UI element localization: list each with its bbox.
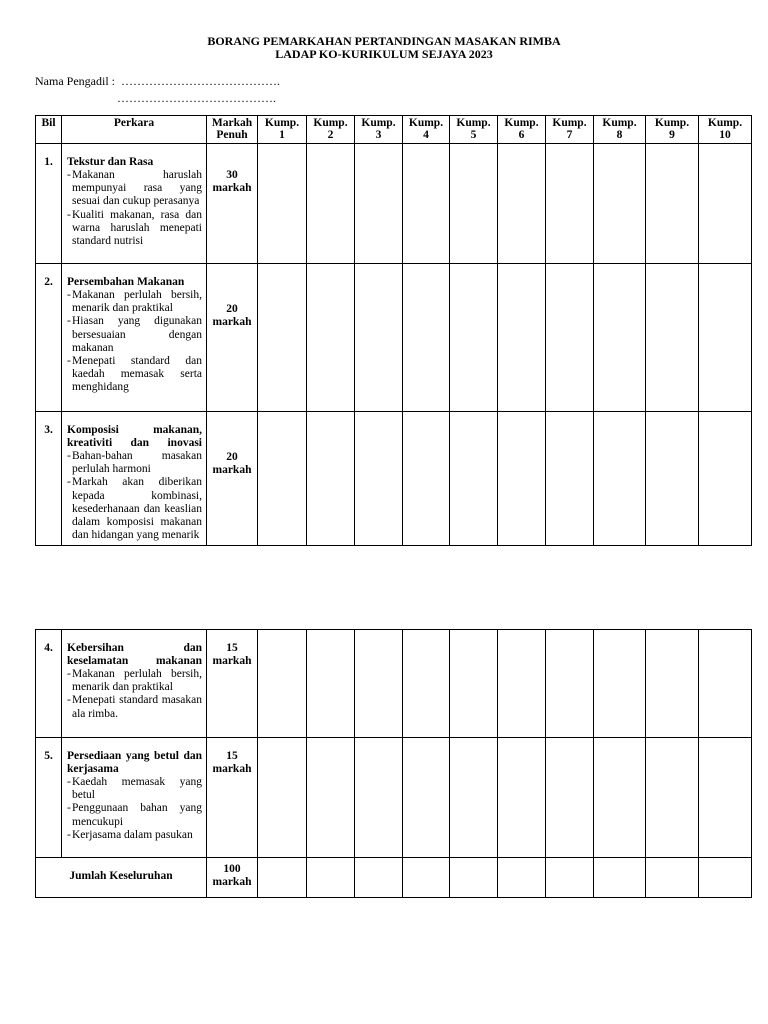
header-kump-7 — [546, 116, 594, 144]
table-row — [36, 144, 752, 264]
header-kump-10 — [699, 116, 752, 144]
judge-name-field[interactable] — [35, 74, 280, 88]
criterion-item: - Markah akan diberikan kepada kombinasi, kesederhanaan dan keaslian dalam komposisi makanan dan hidangan yang menarik — [67, 476, 202, 542]
score-cell[interactable] — [450, 738, 498, 858]
scoring-table-part1 — [35, 115, 752, 546]
score-cell[interactable] — [307, 738, 355, 858]
judge-name-label: Nama Pengadil : — [35, 74, 115, 88]
score-cell[interactable] — [450, 858, 498, 898]
header-markah-line2: Penuh — [216, 129, 248, 141]
score-cell[interactable] — [355, 858, 403, 898]
header-kump-5 — [450, 116, 498, 144]
score-cell[interactable] — [258, 412, 307, 546]
table-row — [36, 630, 752, 738]
header-kump-3 — [355, 116, 403, 144]
kump-word: Kump. — [504, 117, 539, 129]
kump-word: Kump. — [361, 117, 396, 129]
score-cell[interactable] — [594, 738, 646, 858]
score-cell[interactable] — [594, 264, 646, 412]
total-markah — [207, 858, 258, 898]
header-kump-4 — [403, 116, 450, 144]
criterion-title: Persembahan Makanan — [67, 276, 185, 288]
criterion-title: Tekstur dan Rasa — [67, 156, 154, 168]
score-cell[interactable] — [699, 630, 752, 738]
criterion-title: Kebersihan dan keselamatan makanan — [67, 642, 202, 667]
header-kump-6 — [498, 116, 546, 144]
score-cell[interactable] — [403, 738, 450, 858]
score-cell[interactable] — [594, 630, 646, 738]
scoring-table-part2 — [35, 629, 752, 898]
score-cell[interactable] — [403, 858, 450, 898]
row-markah — [207, 264, 258, 412]
score-cell[interactable] — [258, 630, 307, 738]
score-cell[interactable] — [646, 738, 699, 858]
row-markah — [207, 630, 258, 738]
header-kump-1 — [258, 116, 307, 144]
score-cell[interactable] — [355, 264, 403, 412]
kump-word: Kump. — [456, 117, 491, 129]
kump-word: Kump. — [408, 117, 444, 129]
score-cell[interactable] — [546, 264, 594, 412]
markah-value: 30 — [226, 169, 238, 181]
score-cell[interactable] — [498, 738, 546, 858]
criterion-item: - Makanan perlulah bersih, menarik dan praktikal — [67, 668, 202, 694]
score-cell[interactable] — [307, 144, 355, 264]
kump-word: Kump. — [264, 117, 300, 129]
row-perkara — [62, 738, 207, 858]
row-bil: 2. — [36, 264, 62, 412]
score-cell[interactable] — [498, 264, 546, 412]
score-cell[interactable] — [646, 630, 699, 738]
total-value: 100 — [223, 863, 241, 875]
score-cell[interactable] — [307, 858, 355, 898]
kump-number: 3 — [375, 129, 382, 141]
form-title-line1: BORANG PEMARKAHAN PERTANDINGAN MASAKAN RIMBA — [207, 34, 561, 48]
criterion-title: Persediaan yang betul dan kerjasama — [67, 750, 202, 775]
row-markah — [207, 144, 258, 264]
criterion-item: - Makanan perlulah bersih, menarik dan praktikal — [67, 289, 202, 315]
criterion-item: - Menepati standard dan kaedah memasak serta menghidang — [67, 355, 202, 395]
score-cell[interactable] — [546, 412, 594, 546]
kump-word: Kump. — [602, 117, 637, 129]
kump-word: Kump. — [707, 117, 743, 129]
score-cell[interactable] — [699, 858, 752, 898]
score-cell[interactable] — [498, 858, 546, 898]
header-bil: Bil — [36, 116, 62, 144]
kump-number: 5 — [470, 129, 477, 141]
judge-name-dots: …………………………………. — [120, 74, 280, 88]
table-row — [36, 412, 752, 546]
score-cell[interactable] — [258, 858, 307, 898]
score-cell[interactable] — [546, 738, 594, 858]
row-bil: 1. — [36, 144, 62, 264]
score-cell[interactable] — [498, 412, 546, 546]
score-cell[interactable] — [355, 630, 403, 738]
kump-number: 10 — [719, 129, 731, 141]
criterion-item: - Penggunaan bahan yang mencukupi — [67, 802, 202, 828]
row-markah — [207, 412, 258, 546]
header-markah-line1: Markah — [211, 117, 253, 129]
markah-value: 15 — [226, 642, 238, 654]
row-perkara — [62, 412, 207, 546]
score-cell[interactable] — [307, 412, 355, 546]
criterion-item: - Menepati standard masakan ala rimba. — [67, 694, 202, 720]
row-perkara — [62, 144, 207, 264]
score-cell[interactable] — [355, 144, 403, 264]
kump-word: Kump. — [552, 117, 587, 129]
header-kump-9 — [646, 116, 699, 144]
row-bil: 5. — [36, 738, 62, 858]
criterion-title: Komposisi makanan, kreativiti dan inovasi — [67, 424, 202, 449]
markah-unit: markah — [212, 316, 252, 328]
row-bil: 3. — [36, 412, 62, 546]
score-cell[interactable] — [699, 144, 752, 264]
total-unit: markah — [212, 876, 252, 888]
score-cell[interactable] — [546, 630, 594, 738]
kump-number: 7 — [566, 129, 573, 141]
score-cell[interactable] — [450, 412, 498, 546]
score-cell[interactable] — [699, 412, 752, 546]
header-perkara: Perkara — [62, 116, 207, 144]
markah-value: 20 — [226, 303, 238, 315]
kump-number: 8 — [616, 129, 623, 141]
markah-unit: markah — [212, 763, 252, 775]
score-cell[interactable] — [258, 738, 307, 858]
score-cell[interactable] — [307, 264, 355, 412]
score-cell[interactable] — [594, 412, 646, 546]
kump-number: 2 — [327, 129, 334, 141]
markah-unit: markah — [212, 655, 252, 667]
score-cell[interactable] — [546, 144, 594, 264]
table-row — [36, 738, 752, 858]
form-title-line2: LADAP KO-KURIKULUM SEJAYA 2023 — [275, 47, 493, 61]
table-row — [36, 264, 752, 412]
header-markah-penuh — [207, 116, 258, 144]
kump-word: Kump. — [654, 117, 690, 129]
row-perkara — [62, 630, 207, 738]
markah-value: 20 — [226, 451, 238, 463]
score-cell[interactable] — [403, 264, 450, 412]
kump-number: 1 — [279, 129, 285, 141]
score-cell[interactable] — [450, 264, 498, 412]
criterion-item: - Kaedah memasak yang betul — [67, 776, 202, 802]
markah-unit: markah — [212, 182, 252, 194]
criterion-item: - Makanan haruslah mempunyai rasa yang sesuai dan cukup perasanya — [67, 169, 202, 209]
score-cell[interactable] — [403, 412, 450, 546]
score-cell[interactable] — [594, 144, 646, 264]
criterion-item: - Kualiti makanan, rasa dan warna haruslah menepati standard nutrisi — [67, 209, 202, 249]
score-cell[interactable] — [307, 630, 355, 738]
total-row — [36, 858, 752, 898]
markah-unit: markah — [212, 464, 252, 476]
score-cell[interactable] — [594, 858, 646, 898]
score-cell[interactable] — [699, 264, 752, 412]
row-bil: 4. — [36, 630, 62, 738]
score-cell[interactable] — [498, 144, 546, 264]
score-cell[interactable] — [498, 630, 546, 738]
score-cell[interactable] — [646, 858, 699, 898]
table-header-row — [36, 116, 752, 144]
row-perkara — [62, 264, 207, 412]
score-cell[interactable] — [450, 630, 498, 738]
criterion-item: - Kerjasama dalam pasukan — [67, 829, 202, 842]
row-markah — [207, 738, 258, 858]
score-cell[interactable] — [646, 264, 699, 412]
score-cell[interactable] — [403, 630, 450, 738]
score-cell[interactable] — [450, 144, 498, 264]
score-cell[interactable] — [355, 738, 403, 858]
score-cell[interactable] — [699, 738, 752, 858]
score-cell[interactable] — [646, 412, 699, 546]
criterion-item: - Hiasan yang digunakan bersesuaian dengan makanan — [67, 315, 202, 355]
total-label: Jumlah Keseluruhan — [36, 858, 207, 898]
score-cell[interactable] — [355, 412, 403, 546]
score-cell[interactable] — [646, 144, 699, 264]
score-cell[interactable] — [403, 144, 450, 264]
kump-number: 4 — [423, 129, 429, 141]
score-cell[interactable] — [258, 144, 307, 264]
markah-value: 15 — [226, 750, 238, 762]
kump-number: 6 — [518, 129, 525, 141]
score-cell[interactable] — [546, 858, 594, 898]
header-kump-8 — [594, 116, 646, 144]
judge-name-dots-line2[interactable]: …………………………………. — [117, 91, 276, 105]
header-kump-2 — [307, 116, 355, 144]
criterion-item: - Bahan-bahan masakan perlulah harmoni — [67, 450, 202, 476]
kump-number: 9 — [669, 129, 675, 141]
score-cell[interactable] — [258, 264, 307, 412]
kump-word: Kump. — [313, 117, 348, 129]
